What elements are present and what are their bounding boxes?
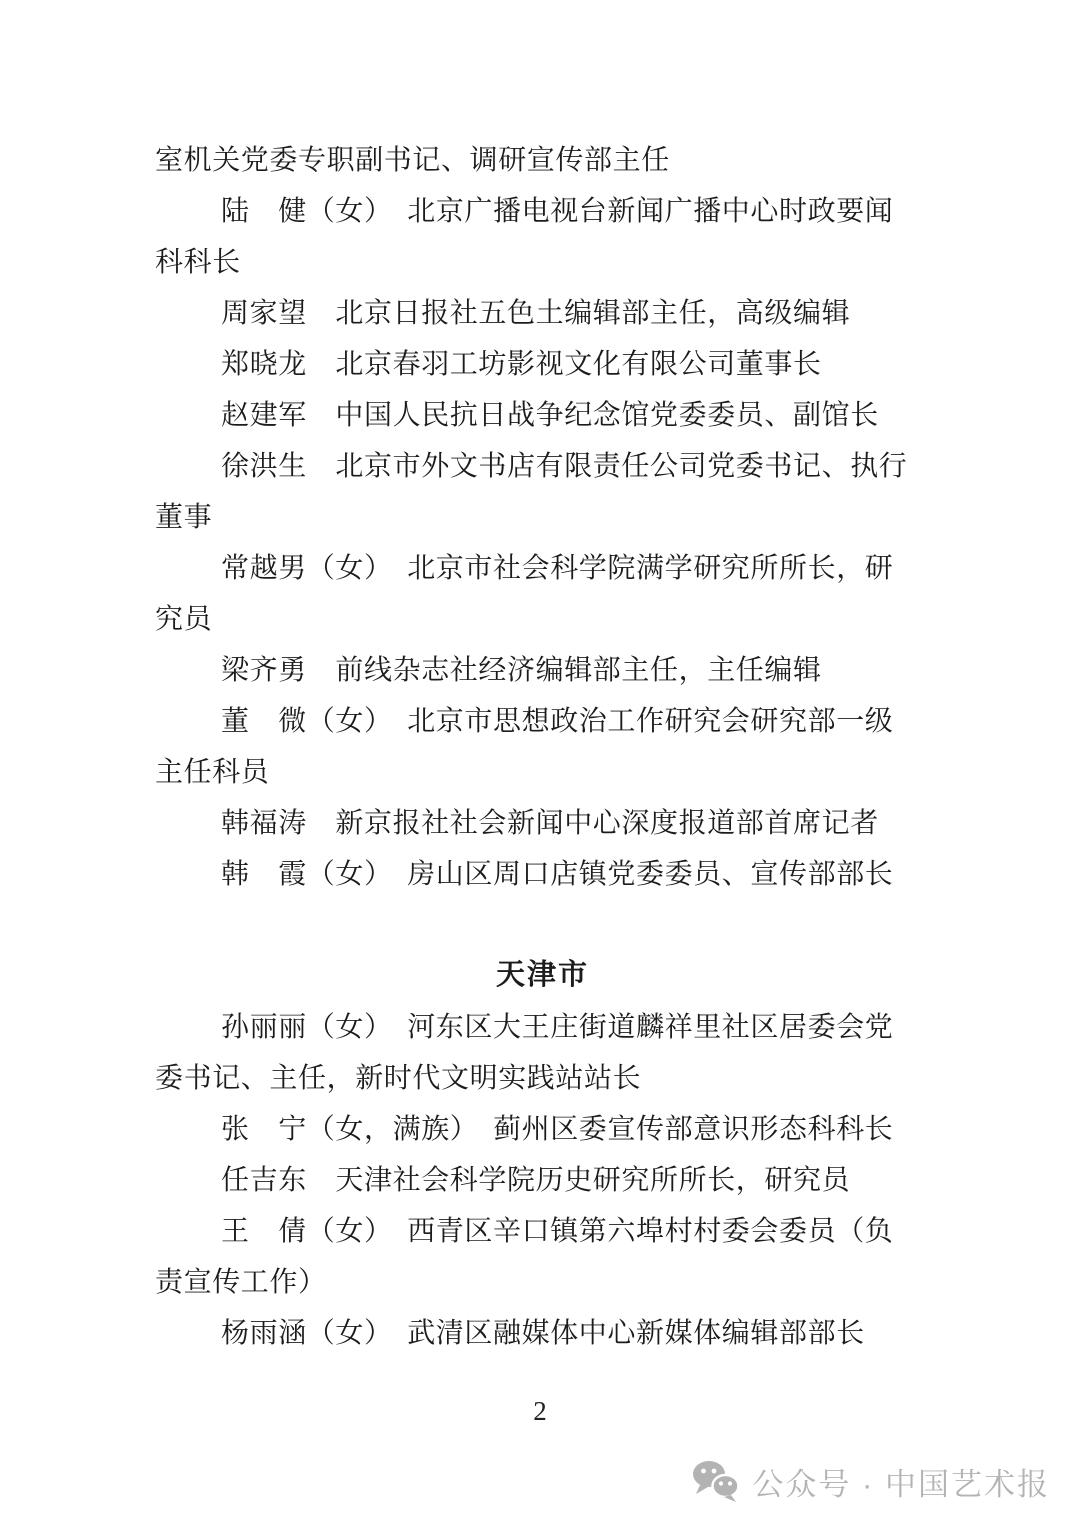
document-line: 孙丽丽（女） 河东区大王庄街道麟祥里社区居委会党 (221, 1011, 894, 1042)
watermark-text: 公众号 · 中国艺术报 (752, 1466, 1050, 1502)
section-heading-tianjin: 天津市 (495, 959, 589, 991)
document-line: 杨雨涵（女） 武清区融媒体中心新媒体编辑部部长 (221, 1317, 865, 1348)
document-line: 周家望 北京日报社五色土编辑部主任，高级编辑 (221, 297, 851, 328)
document-line: 究员 (155, 603, 213, 634)
document-body (155, 134, 930, 1358)
blank-line (155, 899, 930, 950)
document-line: 王 倩（女） 西青区辛口镇第六埠村村委会委员（负 (221, 1215, 894, 1246)
document-line: 主任科员 (155, 756, 270, 787)
watermark-footer (692, 1458, 1050, 1504)
document-line: 徐洪生 北京市外文书店有限责任公司党委书记、执行 (221, 450, 908, 481)
document-line: 郑晓龙 北京春羽工坊影视文化有限公司董事长 (221, 348, 822, 379)
document-line: 委书记、主任，新时代文明实践站站长 (155, 1062, 642, 1093)
page-number: 2 (533, 1396, 547, 1426)
document-line: 常越男（女） 北京市社会科学院满学研究所所长，研 (221, 552, 894, 583)
wechat-icon (692, 1459, 740, 1503)
document-line: 陆 健（女） 北京广播电视台新闻广播中心时政要闻 (221, 195, 894, 226)
document-line: 科科长 (155, 246, 241, 277)
document-line: 任吉东 天津社会科学院历史研究所所长，研究员 (221, 1164, 851, 1195)
document-line: 梁齐勇 前线杂志社经济编辑部主任，主任编辑 (221, 654, 822, 685)
document-line: 韩 霞（女） 房山区周口店镇党委委员、宣传部部长 (221, 858, 894, 889)
document-line: 室机关党委专职副书记、调研宣传部主任 (155, 144, 670, 175)
document-line: 责宣传工作） (155, 1266, 327, 1297)
document-line: 韩福涛 新京报社社会新闻中心深度报道部首席记者 (221, 807, 879, 838)
document-line: 董事 (155, 501, 213, 532)
document-line: 董 微（女） 北京市思想政治工作研究会研究部一级 (221, 705, 894, 736)
document-line: 赵建军 中国人民抗日战争纪念馆党委委员、副馆长 (221, 399, 879, 430)
document-line: 张 宁（女，满族） 蓟州区委宣传部意识形态科科长 (221, 1113, 894, 1144)
